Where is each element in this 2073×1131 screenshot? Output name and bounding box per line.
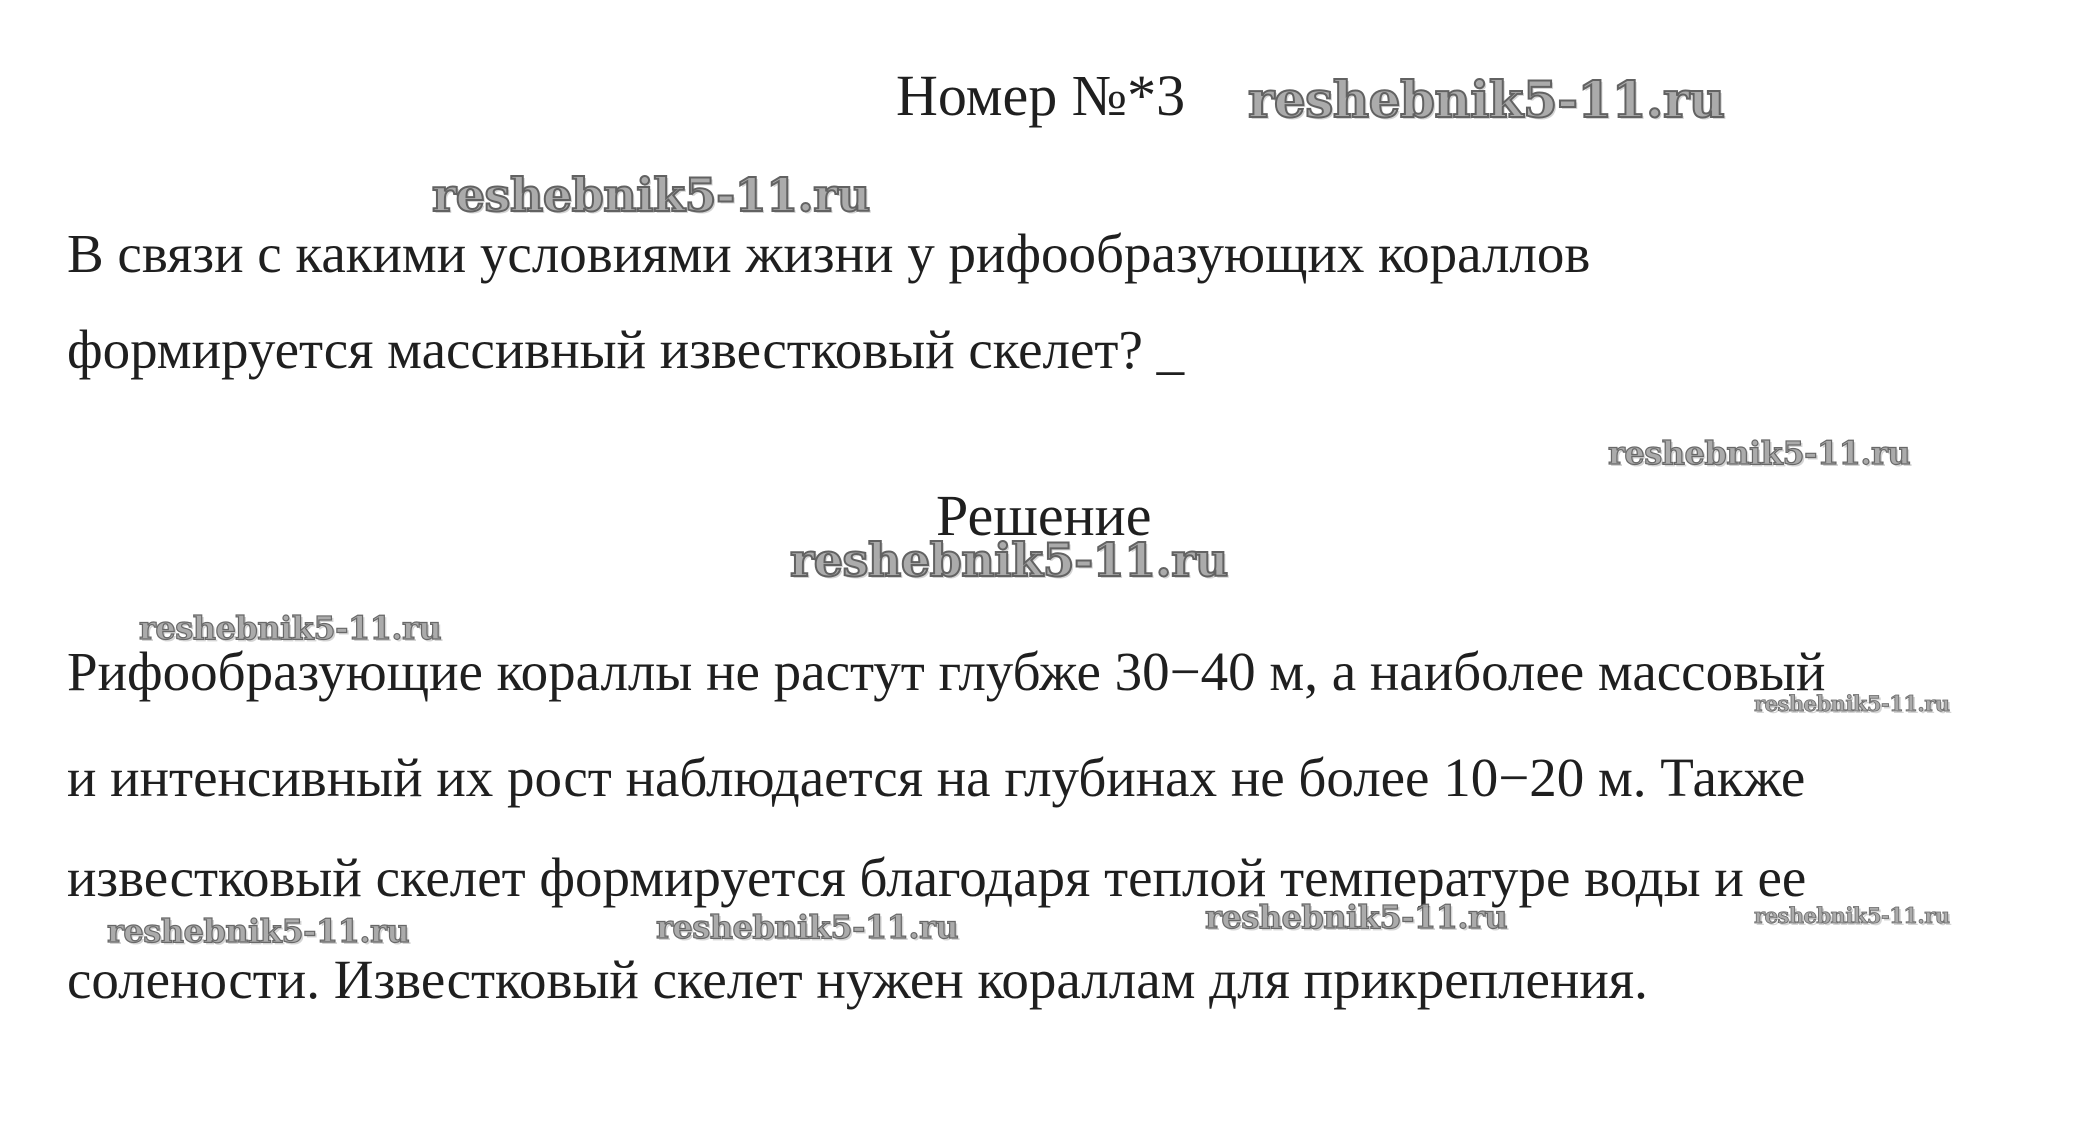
watermark: reshebnik5-11.ru (1754, 691, 1950, 716)
solution-line-2: и интенсивный их рост наблюдается на глубинах не более 10−20 м. Также (67, 747, 1806, 808)
watermark: reshebnik5-11.ru (1205, 898, 1508, 936)
watermark: reshebnik5-11.ru (1248, 70, 1725, 129)
watermark: reshebnik5-11.ru (139, 609, 442, 647)
watermark: reshebnik5-11.ru (107, 912, 410, 950)
solution-line-4: солености. Известковый скелет нужен кораллам для прикрепления. (67, 949, 1648, 1010)
watermark: reshebnik5-11.ru (432, 168, 870, 222)
solution-line-1: Рифообразующие кораллы не растут глубже 30−40 м, а наиболее массовый (67, 641, 1826, 702)
watermark: reshebnik5-11.ru (656, 908, 959, 946)
watermark: reshebnik5-11.ru (1754, 903, 1950, 928)
task-number: Номер №*3 (896, 63, 1186, 128)
solution-heading: Решение (936, 483, 1152, 548)
solution-line-3: известковый скелет формируется благодаря теплой температуре воды и ее (67, 847, 1807, 908)
question-line-1: В связи с какими условиями жизни у рифообразующих кораллов (67, 223, 1591, 284)
watermark: reshebnik5-11.ru (790, 533, 1228, 587)
question-line-2: формируется массивный известковый скелет? _ (67, 319, 1185, 380)
watermark: reshebnik5-11.ru (1608, 434, 1911, 472)
